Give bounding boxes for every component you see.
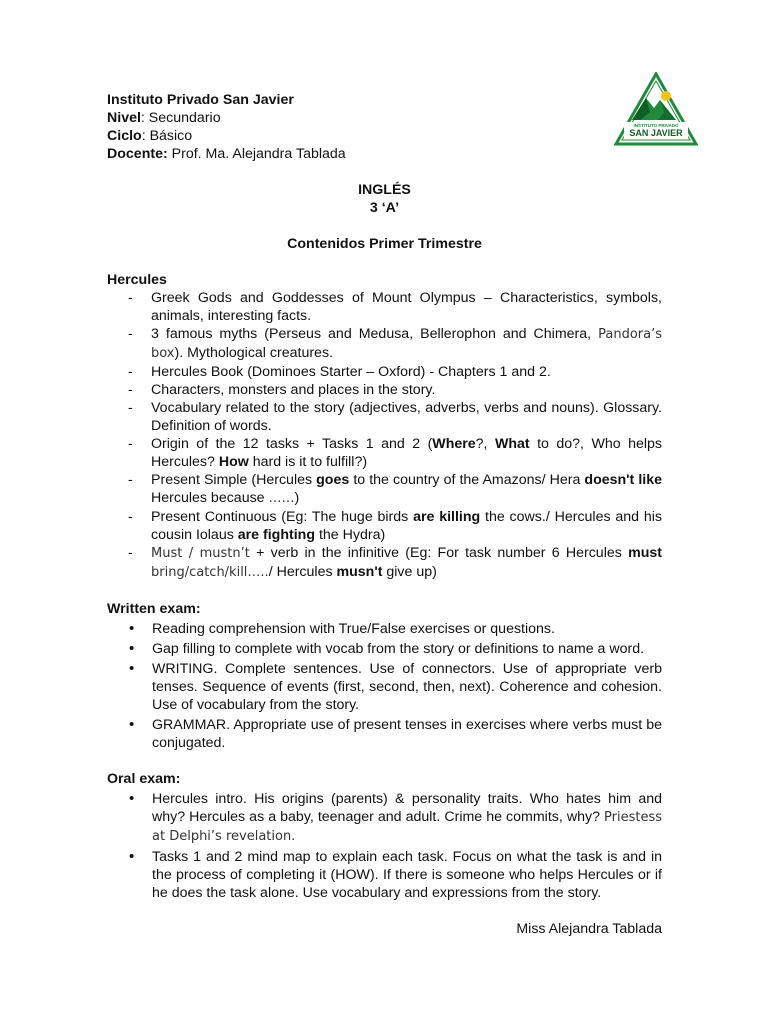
list-item: - Present Simple (Hercules goes to the country of the Amazons/ Hera doesn't like Hercules because ……)	[107, 471, 662, 508]
hercules-list	[107, 289, 662, 582]
list-item: - Hercules Book (Dominoes Starter – Oxford) - Chapters 1 and 2.	[107, 363, 662, 381]
list-item: - 3 famous myths (Perseus and Medusa, Bellerophon and Chimera, Pandora’s box). Mythological creatures.	[107, 325, 662, 363]
docente-line: Docente: Prof. Ma. Alejandra Tablada	[107, 146, 346, 162]
list-item: • Gap filling to complete with vocab from the story or definitions to name a word.	[107, 640, 662, 658]
hercules-heading: Hercules	[107, 272, 167, 288]
subject-title: INGLÉS	[358, 182, 411, 198]
ciclo-line: Ciclo: Básico	[107, 128, 193, 144]
list-item: • WRITING. Complete sentences. Use of connectors. Use of appropriate verb tenses. Sequence of events (first, second, then, next). Coherence and cohesion. Use of vocabulary from the story.	[107, 660, 662, 714]
sun-icon	[661, 91, 671, 101]
list-item: - Present Continuous (Eg: The huge birds are killing the cows./ Hercules and his cousin Iolaus are fighting the Hydra)	[107, 508, 662, 544]
logo-line2: SAN JAVIER	[629, 128, 683, 138]
list-item: - Vocabulary related to the story (adjectives, adverbs, verbs and nouns). Glossary. Definition of words.	[107, 399, 662, 435]
list-item: - Origin of the 12 tasks + Tasks 1 and 2 (Where?, What to do?, Who helps Hercules? How hard is it to fulfill?)	[107, 435, 662, 471]
list-item: • Tasks 1 and 2 mind map to explain each task. Focus on what the task is and in the process of completing it (HOW). If there is someone who helps Hercules or if he does the task alone. Use vocabulary and expressions from the story.	[107, 848, 662, 902]
list-item: • Hercules intro. His origins (parents) & personality traits. Who hates him and why? Hercules as a baby, teenager and adult. Crime he commits, why? Priestess at Delphi’s revelation.	[107, 790, 662, 846]
nivel-line: Nivel: Secundario	[107, 110, 221, 126]
course-title: 3 ‘A’	[369, 200, 400, 216]
list-item: - Greek Gods and Goddesses of Mount Olympus – Characteristics, symbols, animals, interesting facts.	[107, 289, 662, 325]
written-exam-list	[107, 620, 662, 752]
contents-title: Contenidos Primer Trimestre	[287, 236, 482, 252]
logo-line1: INSTITUTO PRIVADO	[633, 123, 679, 128]
oral-exam-list	[107, 790, 662, 902]
list-item: • GRAMMAR. Appropriate use of present tenses in exercises where verbs must be conjugated.	[107, 716, 662, 752]
list-item: - Characters, monsters and places in the story.	[107, 381, 662, 399]
oral-exam-heading: Oral exam:	[107, 771, 181, 787]
list-item: • Reading comprehension with True/False exercises or questions.	[107, 620, 662, 638]
written-exam-heading: Written exam:	[107, 601, 201, 617]
list-item: - Must / mustn’t + verb in the infinitive (Eg: For task number 6 Hercules must bring/catch/kill…../ Hercules musn't give up)	[107, 544, 662, 582]
document-page	[107, 91, 662, 952]
school-name: Instituto Privado San Javier	[107, 92, 294, 108]
signature: Miss Alejandra Tablada	[516, 921, 662, 937]
